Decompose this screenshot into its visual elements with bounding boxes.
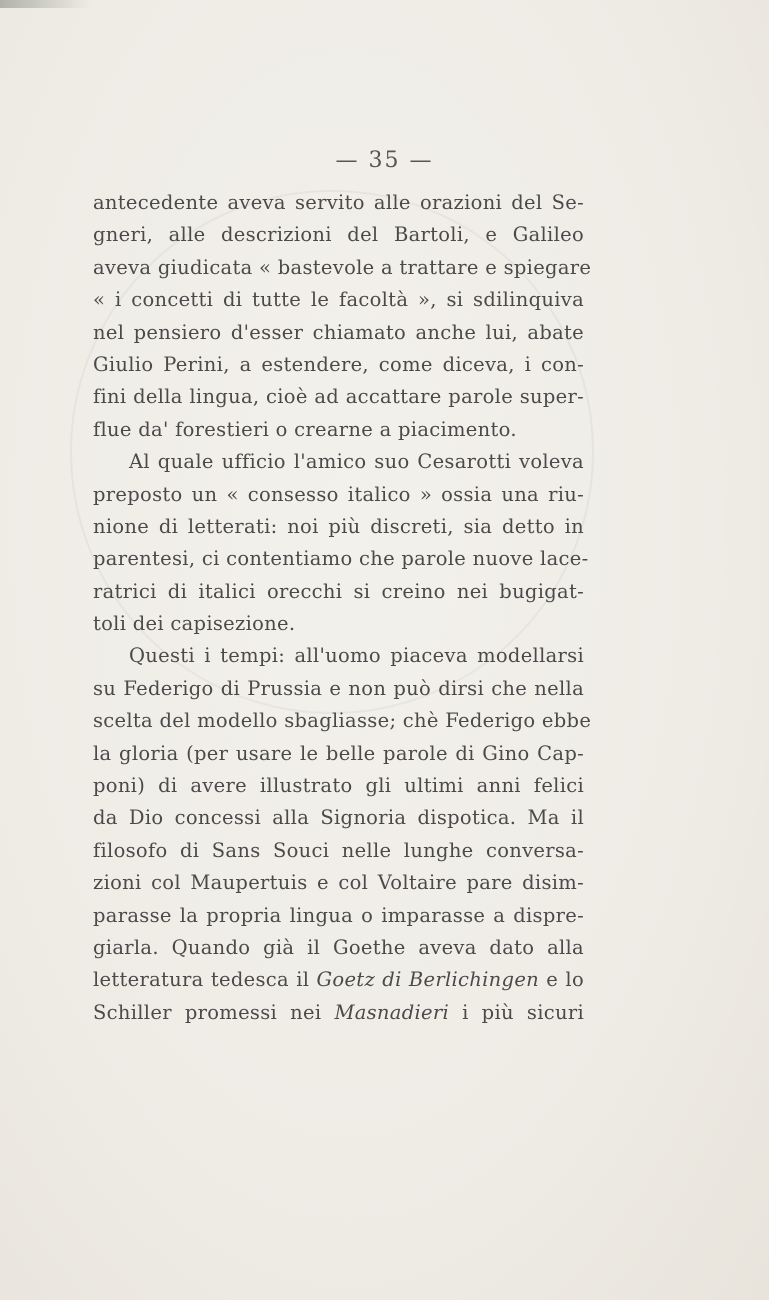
text-line <box>93 964 584 996</box>
text-line: toli dei capisezione. <box>93 612 296 636</box>
text-fragment: e lo <box>539 968 584 992</box>
text-line: scelta del modello sbagliasse; chè Federigo ebbe <box>93 709 592 733</box>
text-line: parasse la propria lingua o imparasse a dispre- <box>93 903 584 927</box>
paragraph <box>93 187 592 446</box>
text-line: poni) di avere illustrato gli ultimi anni felici <box>93 774 584 798</box>
paragraph <box>93 446 589 640</box>
text-line: parentesi, ci contentiamo che parole nuove lace- <box>93 547 589 571</box>
corner-smudge <box>0 0 90 8</box>
text-line: nel pensiero d'esser chiamato anche lui, abate <box>93 320 584 344</box>
text-line: nione di letterati: noi più discreti, sia detto in <box>93 514 584 538</box>
text-line: da Dio concessi alla Signoria dispotica. Ma il <box>93 806 584 830</box>
text-fragment: Schiller promessi nei <box>93 1000 335 1024</box>
text-line: aveva giudicata « bastevole a trattare e spiegare <box>93 255 592 279</box>
text-line: la gloria (per usare le belle parole di Gino Cap- <box>93 741 584 765</box>
text-line: su Federigo di Prussia e non può dirsi che nella <box>93 676 584 700</box>
text-line: « i concetti di tutte le facoltà », si sdilinquiva <box>93 288 584 312</box>
text-line: Questi i tempi: all'uomo piaceva modellarsi <box>129 644 584 668</box>
text-line: zioni col Maupertuis e col Voltaire pare disim- <box>93 871 584 895</box>
text-line: preposto un « consesso italico » ossia una riu- <box>93 482 584 506</box>
text-line: giarla. Quando già il Goethe aveva dato alla <box>93 935 584 959</box>
page-number: — 35 — <box>335 148 434 173</box>
text-line <box>93 997 584 1029</box>
text-fragment: i più sicuri <box>449 1000 584 1024</box>
text-fragment: letteratura tedesca il <box>93 968 317 992</box>
body-text <box>93 187 592 1029</box>
text-line: antecedente aveva servito alle orazioni del Se- <box>93 191 584 214</box>
text-line: Giulio Perini, a estendere, come diceva, i con- <box>93 352 584 376</box>
italic-title: Masnadieri <box>334 1000 450 1024</box>
paragraph <box>93 640 592 1029</box>
text-line: Al quale ufficio l'amico suo Cesarotti voleva <box>129 450 584 474</box>
text-line: ratrici di italici orecchi si creino nei bugigat- <box>93 579 584 603</box>
text-line: flue da' forestieri o crearne a piacimento. <box>93 417 517 441</box>
text-line: fini della lingua, cioè ad accattare parole super- <box>93 385 584 409</box>
text-line: gneri, alle descrizioni del Bartoli, e Galileo <box>93 223 584 247</box>
text-line: filosofo di Sans Souci nelle lunghe conversa- <box>93 838 584 862</box>
italic-title: Goetz di Berlichingen <box>316 968 540 992</box>
